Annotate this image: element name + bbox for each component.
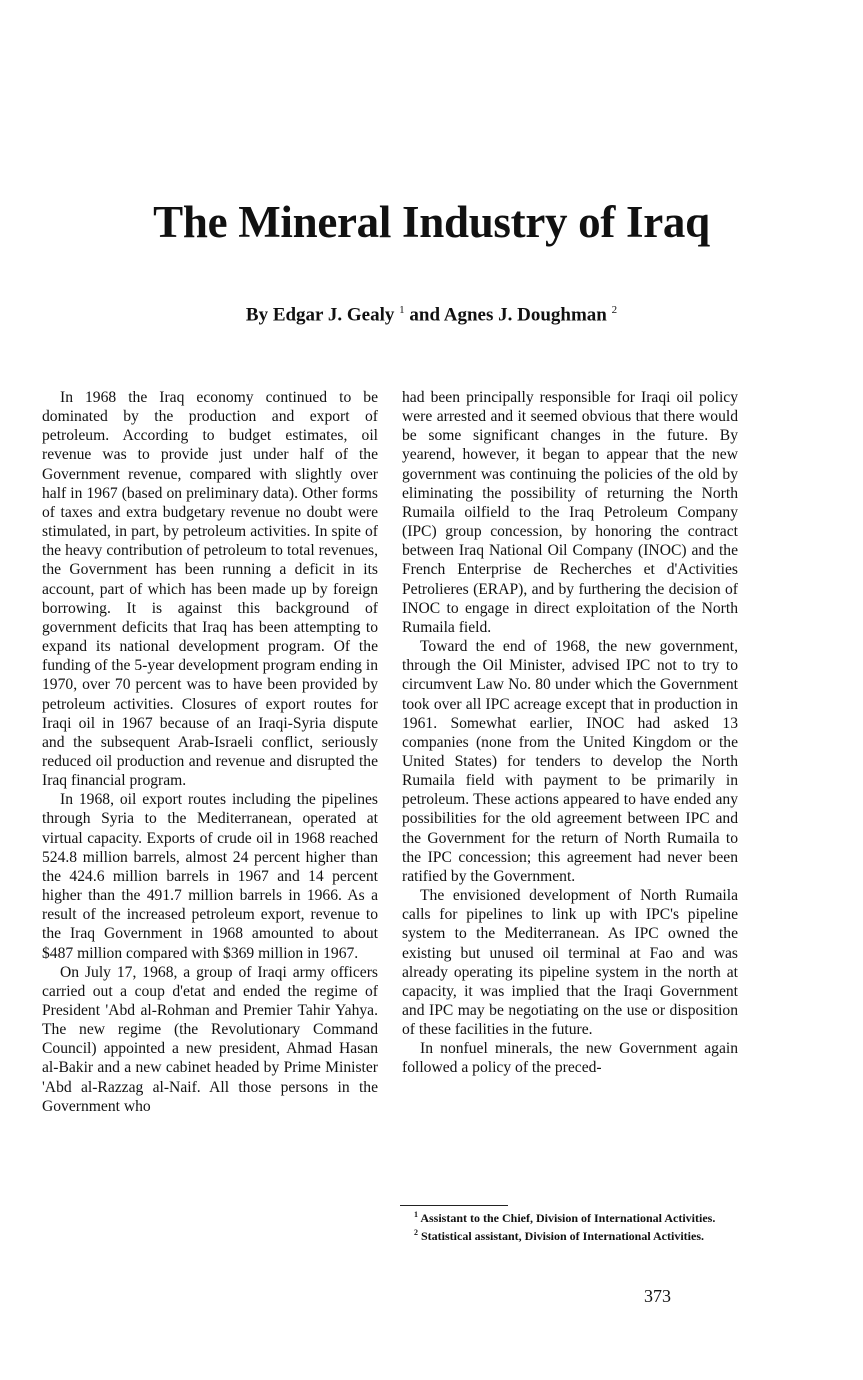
footnote-1 [400,1209,738,1225]
author-1: By Edgar J. Gealy [245,304,395,326]
paragraph: The envisioned development of North Rumaila calls for pipelines to link up with IPC's pipeline system to the Mediterranean. As IPC owned the existing but unused oil terminal at Fao and was already operating its pipeline system in the north at capacity, it was implied that the Iraqi Government and IPC may be negotiating on the use or disposition of these facilities in the future. [402,887,738,1039]
right-column [402,388,738,1078]
author-2: Agnes J. Doughman [443,304,607,326]
footnote-2-text: Statistical assistant, Division of International Activities. [421,1228,705,1243]
footnote-2-mark: 2 [414,1227,418,1237]
footnote-1-text: Assistant to the Chief, Division of International Activities. [420,1211,716,1225]
byline-connector: and [409,304,441,326]
left-column [42,388,378,1116]
paragraph: In 1968 the Iraq economy continued to be dominated by the production and export of petroleum. According to budget estimates, oil revenue was to provide just under half of the Government revenue, compared with slightly over half in 1967 (based on preliminary data). Other forms of taxes and extra budgetary revenue no doubt were stimulated, in part, by petroleum activities. In spite of the heavy contribution of petroleum to total revenues, the Government has been running a deficit in its account, part of which has been made up by foreign borrowing. It is against this background of government deficits that Iraq has been attempting to expand its national development program. Of the funding of the 5-year development program ending in 1970, over 70 percent was to have been provided by petroleum activities. Closures of export routes for Iraqi oil in 1967 because of an Iraqi-Syria dispute and the subsequent Arab-Israeli conflict, seriously reduced oil production and revenue and disrupted the Iraq financial program. [42,389,378,790]
paragraph: Toward the end of 1968, the new government, through the Oil Minister, advised IPC not to try to circumvent Law No. 80 under which the Government took over all IPC acreage except that in production in 1961. Somewhat earlier, INOC had asked 13 companies (none from the United Kingdom or the United States) for tenders to develop the North Rumaila field with payment to be primarily in petroleum. These actions appeared to have ended any possibilities for the old agreement between IPC and the Government for the return of North Rumaila to the IPC concession; this agreement had never been ratified by the Government. [402,638,738,885]
footnote-divider [400,1205,508,1206]
footnote-2 [400,1227,738,1243]
paragraph: In nonfuel minerals, the new Government again followed a policy of the preced- [402,1040,738,1077]
paragraph: had been principally responsible for Iraqi oil policy were arrested and it seemed obvious that there would be some significant changes in the future. By yearend, however, it began to appear that the new government was continuing the policies of the old by eliminating the possibility of returning the North Rumaila oilfield to the Iraq Petroleum Company (IPC) group concession, by honoring the contract between Iraq National Oil Company (INOC) and the French Enterprise de Recherches et d'Activities Petrolieres (ERAP), and by furthering the decision of INOC to engage in direct exploitation of the North Rumaila field. [402,389,738,636]
paragraph: In 1968, oil export routes including the pipelines through Syria to the Mediterranean, operated at virtual capacity. Exports of crude oil in 1968 reached 524.8 million barrels, almost 24 percent higher than the 424.6 million barrels in 1967 and 14 percent higher than the 491.7 million barrels in 1966. As a result of the increased petroleum export, revenue to the Iraq Government in 1968 amounted to about $487 million compared with $369 million in 1967. [42,791,378,962]
paragraph: On July 17, 1968, a group of Iraqi army officers carried out a coup d'etat and ended the regime of President 'Abd al-Rohman and Premier Tahir Yahya. The new regime (the Revolutionary Command Council) appointed a new president, Ahmad Hasan al-Bakir and a new cabinet headed by Prime Minister 'Abd al-Razzag al-Naif. All those persons in the Government who [42,963,378,1115]
footnote-1-mark: 1 [414,1210,418,1219]
footnote-mark-1: 1 [399,304,405,316]
footnotes [400,1209,738,1244]
page-number: 373 [644,1286,671,1306]
byline [0,304,863,326]
article-title: The Mineral Industry of Iraq [153,197,710,247]
footnote-mark-2: 2 [611,304,618,316]
